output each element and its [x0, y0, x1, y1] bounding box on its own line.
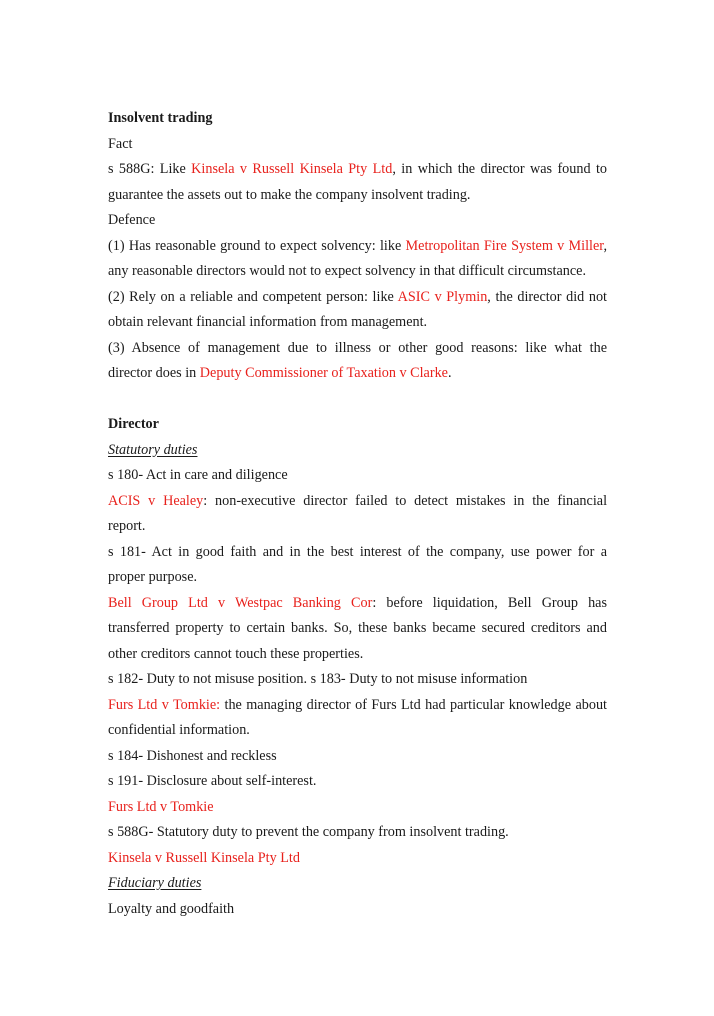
fact-prefix: s 588G: Like	[108, 161, 192, 177]
fact-line-2: guarantee the assets out to make the company insolvent trading.	[108, 186, 471, 203]
defence-2-prefix: (2) Rely on a reliable and competent person: like	[108, 288, 398, 305]
fact-line-1	[108, 157, 607, 183]
defence-3-line-2	[108, 361, 607, 387]
case-bell-group: Bell Group Ltd v Westpac Banking Cor	[108, 594, 373, 611]
director-heading: Director	[108, 416, 159, 432]
s180-line: s 180- Act in care and diligence	[108, 467, 288, 483]
statutory-duties-label: Statutory duties	[108, 441, 198, 458]
s181-line-1: s 181- Act in good faith and in the best interest of the company, use power for a	[108, 543, 607, 560]
defence-1-line-2: any reasonable directors would not to expect solvency in that difficult circumstance.	[108, 263, 587, 279]
acis-text: : non-executive director failed to detect mistakes in the financial	[203, 492, 607, 509]
loyalty-line: Loyalty and goodfaith	[108, 900, 235, 917]
acis-line-1	[108, 489, 607, 515]
defence-1-line-1	[108, 234, 607, 260]
defence-3-line-1: (3) Absence of management due to illness or other good reasons: like what the	[108, 339, 607, 356]
case-asic-plymin: ASIC v Plymin	[397, 288, 488, 305]
defence-3-suffix: .	[447, 365, 452, 381]
section-spacer	[108, 387, 607, 413]
s184-line: s 184- Dishonest and reckless	[108, 747, 277, 764]
defence-3-prefix: director does in	[108, 365, 200, 381]
case-metropolitan-fire: Metropolitan Fire System v Miller	[405, 237, 604, 254]
defence-label: Defence	[108, 212, 156, 228]
defence-2-suffix: , the director did not	[487, 288, 607, 305]
fiduciary-duties-label: Fiduciary duties	[108, 875, 202, 891]
s191-line: s 191- Disclosure about self-interest.	[108, 773, 317, 789]
bell-line-3: other creditors cannot touch these properties.	[108, 645, 364, 662]
acis-line-2: report.	[108, 518, 146, 534]
s181-line-2: proper purpose.	[108, 569, 198, 585]
case-kinsela-2: Kinsela v Russell Kinsela Pty Ltd	[108, 849, 300, 866]
s588g-line: s 588G- Statutory duty to prevent the company from insolvent trading.	[108, 824, 509, 840]
fact-suffix: , in which the director was found to	[392, 161, 607, 177]
insolvent-trading-heading: Insolvent trading	[108, 110, 213, 126]
furs-line-2: confidential information.	[108, 722, 250, 738]
case-furs-tomkie-2: Furs Ltd v Tomkie	[108, 798, 214, 815]
case-acis-healey: ACIS v Healey	[108, 492, 204, 509]
defence-1-prefix: (1) Has reasonable ground to expect solvency: like	[108, 237, 406, 254]
defence-2-line-2: obtain relevant financial information from management.	[108, 314, 428, 330]
furs-line-1	[108, 693, 607, 719]
s182-s183-line: s 182- Duty to not misuse position. s 183- Duty to not misuse information	[108, 671, 528, 687]
case-furs-tomkie: Furs Ltd v Tomkie:	[108, 696, 221, 713]
bell-text: : before liquidation, Bell Group has	[372, 594, 607, 611]
case-kinsela: Kinsela v Russell Kinsela Pty Ltd	[191, 161, 393, 177]
defence-1-suffix: ,	[603, 237, 607, 254]
bell-line-2: transferred property to certain banks. So, these banks became secured creditors and	[108, 620, 607, 636]
defence-2-line-1	[108, 285, 607, 311]
fact-label: Fact	[108, 135, 133, 152]
case-deputy-commissioner: Deputy Commissioner of Taxation v Clarke	[199, 365, 448, 381]
document-body	[108, 106, 607, 922]
bell-line-1	[108, 591, 607, 617]
furs-text: the managing director of Furs Ltd had particular knowledge about	[220, 696, 607, 713]
